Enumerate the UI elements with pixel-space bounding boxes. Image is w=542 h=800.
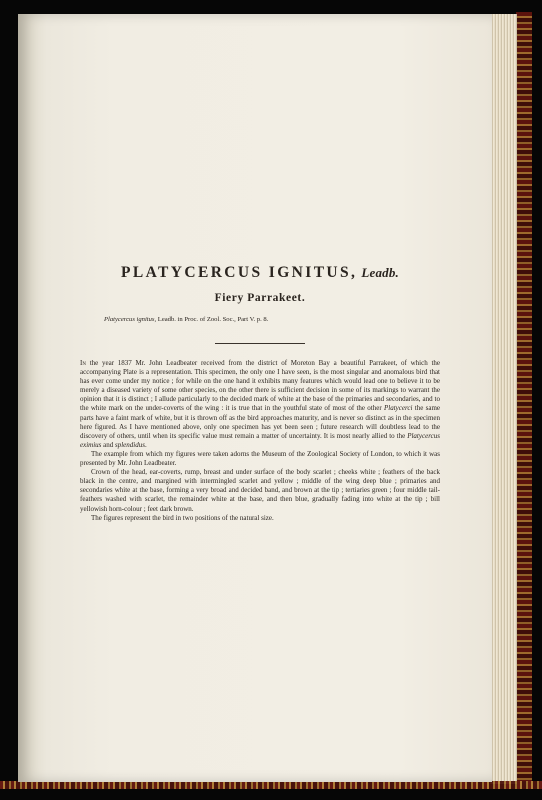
page-stack-edge <box>490 14 517 784</box>
description-text <box>80 359 440 523</box>
opening-word: In <box>80 359 86 367</box>
text-block <box>80 264 440 523</box>
species-authority: Leadb. <box>361 265 399 280</box>
paragraph-figures: The figures represent the bird in two positions of the natural size. <box>91 513 274 522</box>
paragraph-history-text-b: the same parts have a faint mark of white, but it is thrown off as the bird approaches maturity, and is never so distinct as in the specimen here figured. As I have mentioned above, only one specimen has yet been seen ; future research will doubtless lead to the discovery of others, until when its specific value must remain a matter of uncertainty. It is most nearly allied to the <box>80 404 441 440</box>
common-name: Fiery Parrakeet. <box>214 292 306 304</box>
citation-species: Platycercus ignitus, <box>104 316 157 323</box>
paragraph-plumage: Crown of the head, ear-coverts, rump, breast and under surface of the body scarlet ; cheeks white ; feathers of the back black in the centre, and margined with intermingled scarlet and yellow ; middle of the wing deep blue ; primaries and secondaries white at the base, forming a very broad and decided band, and brown at the tip ; tertiaries green ; four middle tail-feathers washed with scarlet, the remainder white at the base, and then blue, gradually fading into white at the tip ; bill yellowish horn-colour ; feet dark brown. <box>80 468 440 513</box>
paragraph-history-text-d: . <box>144 440 147 449</box>
book-binding-bottom <box>0 781 542 789</box>
allied-species-eximius: Platycercus eximius <box>80 431 440 449</box>
allied-species-splendidus: splendidus <box>115 440 145 449</box>
species-name: PLATYCERCUS IGNITUS, <box>120 264 358 281</box>
paragraph-specimen: The example from which my figures were taken adorns the Museum of the Zoological Society of London, to which it was presented by Mr. John Leadbeater. <box>80 449 440 468</box>
literature-citation <box>80 316 440 323</box>
paragraph-history-text-a: the year 1837 Mr. John Leadbeater received from the district of Moreton Bay a beautiful Parrakeet, of which the accompanying Plate is a representation. This specimen, the only one I have seen, is the most singular and anomalous bird that has ever come under my notice ; for while on the one hand it exhibits many features which would lead one to believe it to be merely a diseased variety of some other species, on the other there is sufficient decision in some of its markings to warrant the opinion that it is distinct ; I allude particularly to the decided mark of white at the base of the primaries and secondaries, and to the white mark on the under-coverts of the wing : it is true that in the youthful state of most of the other <box>80 359 440 413</box>
paragraph-history <box>80 359 440 450</box>
book-binding-edge <box>516 12 532 782</box>
plate-title <box>80 264 440 282</box>
book-page <box>18 14 492 782</box>
paragraph-history-text-c: and <box>101 440 115 449</box>
genus-plural: Platycerci <box>383 404 413 413</box>
citation-reference: Leadb. in Proc. of Zool. Soc., Part V. p. 8. <box>156 316 269 323</box>
section-divider <box>215 343 305 344</box>
